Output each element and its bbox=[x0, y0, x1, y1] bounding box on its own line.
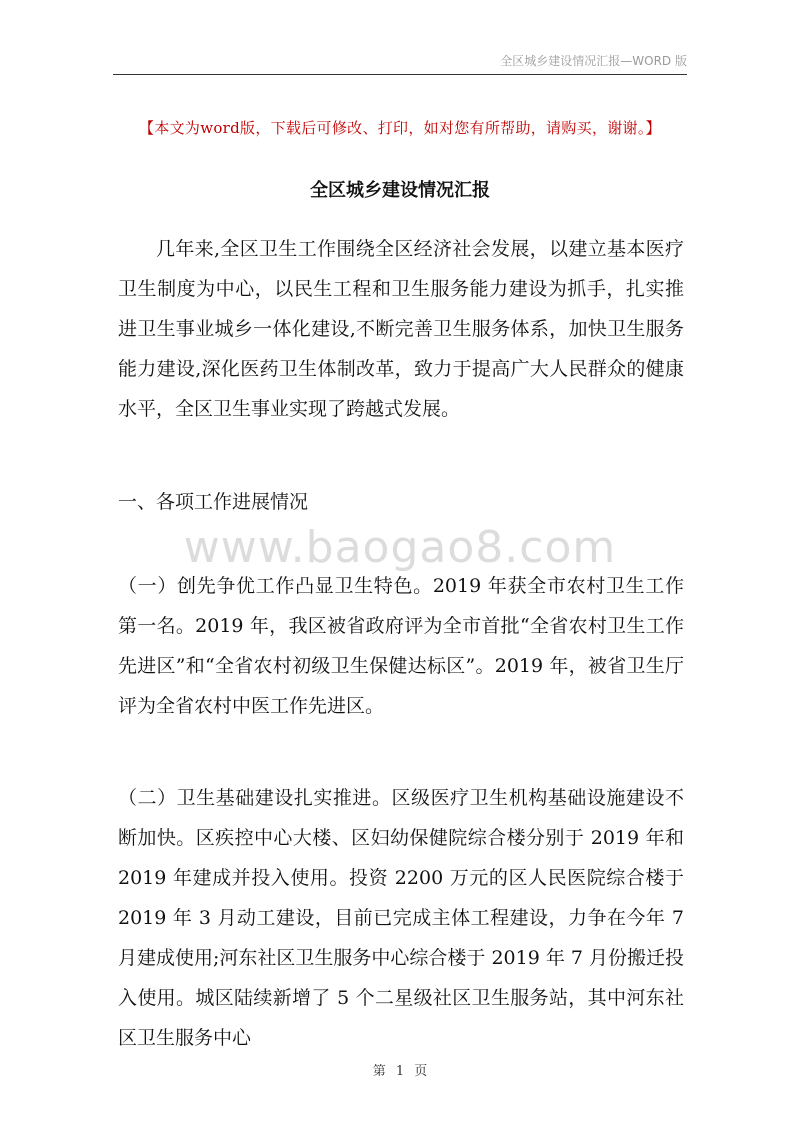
footer-prefix: 第 bbox=[372, 1064, 386, 1079]
document-title: 全区城乡建设情况汇报 bbox=[310, 180, 490, 201]
watermark: www.baogao8.com bbox=[183, 522, 617, 573]
paragraph-achievements: （一）创先争优工作凸显卫生特色。2019 年获全市农村卫生工作第一名。2019 年，我区被省政府评为全市首批“全省农村卫生工作先进区”和“全省农村初级卫生保健达标区”。2019 年，被省卫生厅评为全省农村中医工作先进区。 bbox=[118, 575, 684, 717]
intro-paragraph: 几年来,全区卫生工作围绕全区经济社会发展，以建立基本医疗卫生制度为中心，以民生工程和卫生服务能力建设为抓手，扎实推进卫生事业城乡一体化建设,不断完善卫生服务体系，加快卫生服务能力建设,深化医药卫生体制改革，致力于提高广大人民群众的健康水平，全区卫生事业实现了跨越式发展。 bbox=[118, 238, 684, 420]
footer-suffix: 页 bbox=[414, 1064, 428, 1079]
running-header: 全区城乡建设情况汇报—WORD 版 bbox=[500, 54, 687, 68]
section-heading: 一、各项工作进展情况 bbox=[118, 491, 309, 513]
purchase-notice: 【本文为word版，下载后可修改、打印，如对您有所帮助，请购买，谢谢。】 bbox=[139, 119, 661, 137]
page-number: 1 bbox=[395, 1064, 405, 1079]
page-footer bbox=[0, 1060, 800, 1079]
header-divider bbox=[113, 74, 687, 75]
paragraph-infrastructure: （二）卫生基础建设扎实推进。区级医疗卫生机构基础设施建设不断加快。区疾控中心大楼、区妇幼保健院综合楼分别于 2019 年和 2019 年建成并投入使用。投资 2200 万元的区人民医院综合楼于 2019 年 3 月动工建设，目前已完成主体工程建设，力争在今年 7 月建成使用;河东社区卫生服务中心综合楼于 2019 年 7 月份搬迁投入使用。城区陆续新增了 5 个二星级社区卫生服务站，其中河东社区卫生服务中心 bbox=[118, 787, 685, 1049]
